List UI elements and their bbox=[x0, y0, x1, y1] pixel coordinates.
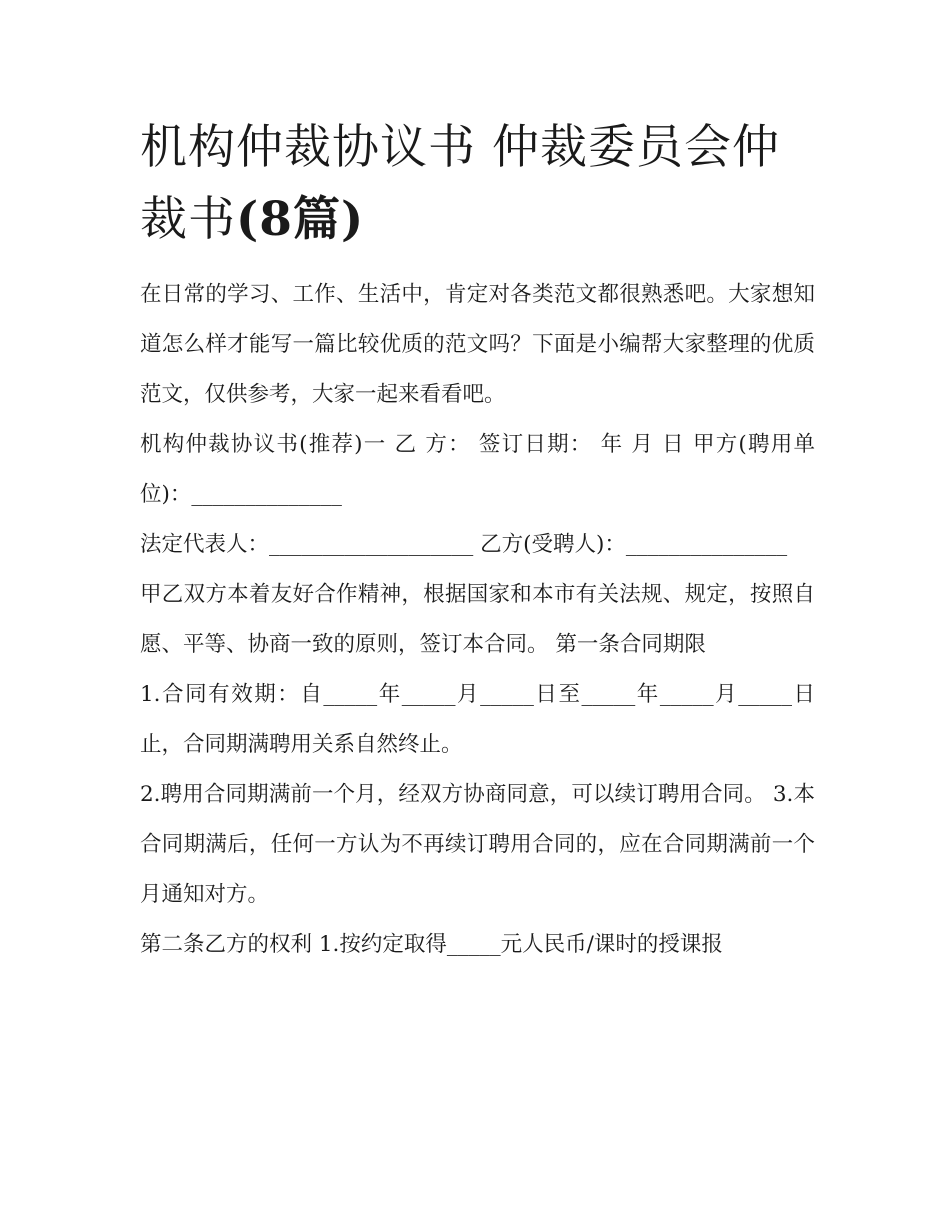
document-body bbox=[140, 270, 815, 970]
contract-header-paragraph: 机构仲裁协议书(推荐)一 乙 方： 签订日期： 年 月 日 甲方(聘用单位)：______________ bbox=[140, 432, 815, 507]
intro-paragraph: 在日常的学习、工作、生活中，肯定对各类范文都很熟悉吧。大家想知道怎么样才能写一篇比较优质的范文吗？下面是小编帮大家整理的优质范文，仅供参考，大家一起来看看吧。 bbox=[140, 282, 815, 407]
title-main: 机构仲裁协议书 仲裁委员会仲裁书 bbox=[140, 120, 780, 247]
rights-clause: 第二条乙方的权利 1.按约定取得_____元人民币/课时的授课报 bbox=[140, 932, 723, 957]
principles-paragraph: 甲乙双方本着友好合作精神，根据国家和本市有关法规、规定，按照自愿、平等、协商一致的原则，签订本合同。 第一条合同期限 bbox=[140, 582, 815, 657]
document-title bbox=[140, 112, 815, 256]
legal-representative-paragraph: 法定代表人：___________________ 乙方(受聘人)：_______________ bbox=[140, 532, 788, 557]
title-count: (8篇) bbox=[236, 192, 365, 247]
term-clause-2-3: 2.聘用合同期满前一个月，经双方协商同意，可以续订聘用合同。 3.本合同期满后，任何一方认为不再续订聘用合同的，应在合同期满前一个月通知对方。 bbox=[140, 782, 815, 907]
document-page bbox=[140, 112, 815, 970]
term-clause-1: 1.合同有效期：自_____年_____月_____日至_____年_____月_____日止，合同期满聘用关系自然终止。 bbox=[140, 682, 815, 757]
